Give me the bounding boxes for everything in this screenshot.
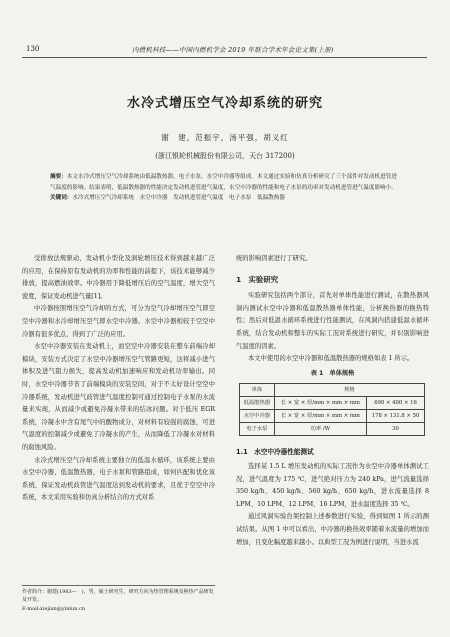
abstract-label: 摘要： — [50, 174, 67, 180]
abstract — [50, 172, 400, 193]
keywords-label: 关键词： — [50, 195, 73, 201]
paragraph: 水冷式增压空气冷却系统主要独立的低温水循环，该系统主要由水空中冷器，低温散热器，电子水泵和管路组成，如何匹配和优化该系统，保证发动机歧管进气温度达到发动机的要求，且优于空空中冷系统，本文采用实验和仿真分析结合的方式对系 — [22, 456, 215, 502]
spec-table — [239, 383, 425, 436]
keywords-text: 水冷式增压空气冷却系统 水空中冷器 发动机进管进气温度 电子水泵 低温散热器 — [72, 195, 285, 201]
table-cell: 178 × 131.8 × 50 — [367, 410, 425, 423]
right-column — [236, 253, 429, 549]
table-cell: 30 — [367, 423, 425, 436]
authors: 谢 建，范振宇，汤平强，胡义红 — [161, 133, 289, 142]
subsection-heading: 1.1 水空中冷器性能测试 — [236, 448, 314, 457]
table-cell: 水空中冷器 — [240, 410, 275, 423]
paragraph: 选择某 1.5 L 增压发动机的实际工况作为水空中冷器单体测试工况，进气温度为 175 ℃，进气绝对压力为 240 kPa，进气流量选择 350 kg/h、450 kg/h、560 kg/h、650 kg/h，进水流量选择 8 LPM、10 LPM、12 LPM、16 LPM，进水温度选择 35 ℃。 — [236, 462, 429, 508]
table-row — [240, 423, 425, 436]
affiliation: (浙江银轮机械股份有限公司，天台 317200) — [155, 152, 295, 160]
table-cell: 电子水泵 — [240, 423, 275, 436]
table-caption: 表 1 单体规格 — [310, 369, 355, 377]
footnote-author: 作者简介：谢建(1983— )，男，硕士研究生，研究方向为热管理系统及换热产品研发及开发。 — [22, 589, 214, 604]
abstract-block — [50, 172, 400, 204]
table-header: 规格 — [274, 384, 424, 397]
table-cell: 长 × 宽 × 厚/mm × mm × mm — [274, 397, 366, 410]
table-row — [240, 410, 425, 423]
paragraph: 受排放法规驱动，发动机小型化及涡轮增压技术得到越来越广泛的应用，在保持原有发动机的功率和性能的前提下，该技术能够减少排放，提高燃油效率。中冷器用于降低增压后的空气温度，增大空气密度，保证发动机进气量[1]。 — [22, 255, 215, 300]
journal-title: 内燃机科技——中国内燃机学会 2019 年联合学术年会论文集(上册) — [132, 46, 334, 54]
running-header — [22, 43, 427, 58]
paragraph: 水空中冷器安装在发动机上，而空空中冷器安装在整车前端冷却模块，安装方式决定了水空中冷器增压空气管路更短，这将减小进气体积及进气阻力损失，提高发动机加速响应和发动机功率输出。同时，水空中冷器节省了前端模块的安装空间，对于不太好设计空空中冷器系统，发动机进气歧管进气温度控制可通过控制电子水泵的水流量来实现，从而减少或避免冷凝水带来的结冰问题。对于低压 EGR 系统，冷凝水中含有尾气中的酸物成分，对材料有较强的腐蚀，可进气温度的控制减少或避免了冷凝水的产生，从而降低了冷凝水对材料的腐蚀风险。 — [22, 343, 215, 451]
footnote-email: E-mail:xiejian@yinlun.cn — [22, 605, 86, 612]
paper-title: 水冷式增压空气冷却系统的研究 — [126, 96, 323, 111]
table-cell: 690 × 400 × 16 — [367, 397, 425, 410]
paragraph: 实验研究包括两个部分，首先对单体性能进行测试，在散热器风洞内测试水空中冷器和低温散热器单体性能，分析换热器的换热特性；然后对低温水循环系统进行性能测试，在风洞内搭建低温水循环系统，结合发动机和整车的实际工况对系统进行研究，并识别影响进气温度的因素。 — [236, 292, 429, 350]
paragraph: 统的影响因素进行了研究。 — [236, 255, 312, 262]
paragraph: 中冷器按照增压空气冷却的方式，可分为空气冷却增压空气即空空中冷器和水冷却增压空气即水空中冷器。水空中冷器相较于空空中冷器有很多优点，得到了广泛的应用。 — [22, 305, 215, 338]
table-header-row — [240, 384, 425, 397]
keywords — [50, 193, 400, 204]
table-cell: 低温散热器 — [240, 397, 275, 410]
abstract-text: 本文水冷式增压空气冷却系统由低温散热器，电子水泵，水空中冷器等组成。本文通过实验和仿真分析研究了三个部件对发动机进管进气温度的影响。结果表明，低温散热器的性能决定发动机进管进气温度，水空中冷器的性能和电子水泵的功率对发动机进管进气温度影响小。 — [50, 174, 397, 191]
table-cell: 长 × 宽 × 厚/mm × mm × mm — [274, 410, 366, 423]
table-row — [240, 397, 425, 410]
footnote — [22, 585, 215, 613]
page-number: 130 — [26, 45, 40, 53]
paragraph: 通过风洞实验台架控制上述参数进行实验，得到如图 1 所示的测试结果。从图 1 中可以看出，中冷器的换热效率随着水流量的增加而增加，且变化幅度越来越小。以典型工况为例进行说明，当进水流 — [236, 513, 429, 546]
section-heading: 1 实验研究 — [236, 274, 279, 284]
paragraph: 本文中使用的水空中冷器和低温散热器的规格如表 1 所示。 — [248, 355, 414, 363]
left-column — [22, 253, 215, 505]
table-header: 单体 — [240, 384, 275, 397]
table-cell: 功率 /W — [274, 423, 366, 436]
